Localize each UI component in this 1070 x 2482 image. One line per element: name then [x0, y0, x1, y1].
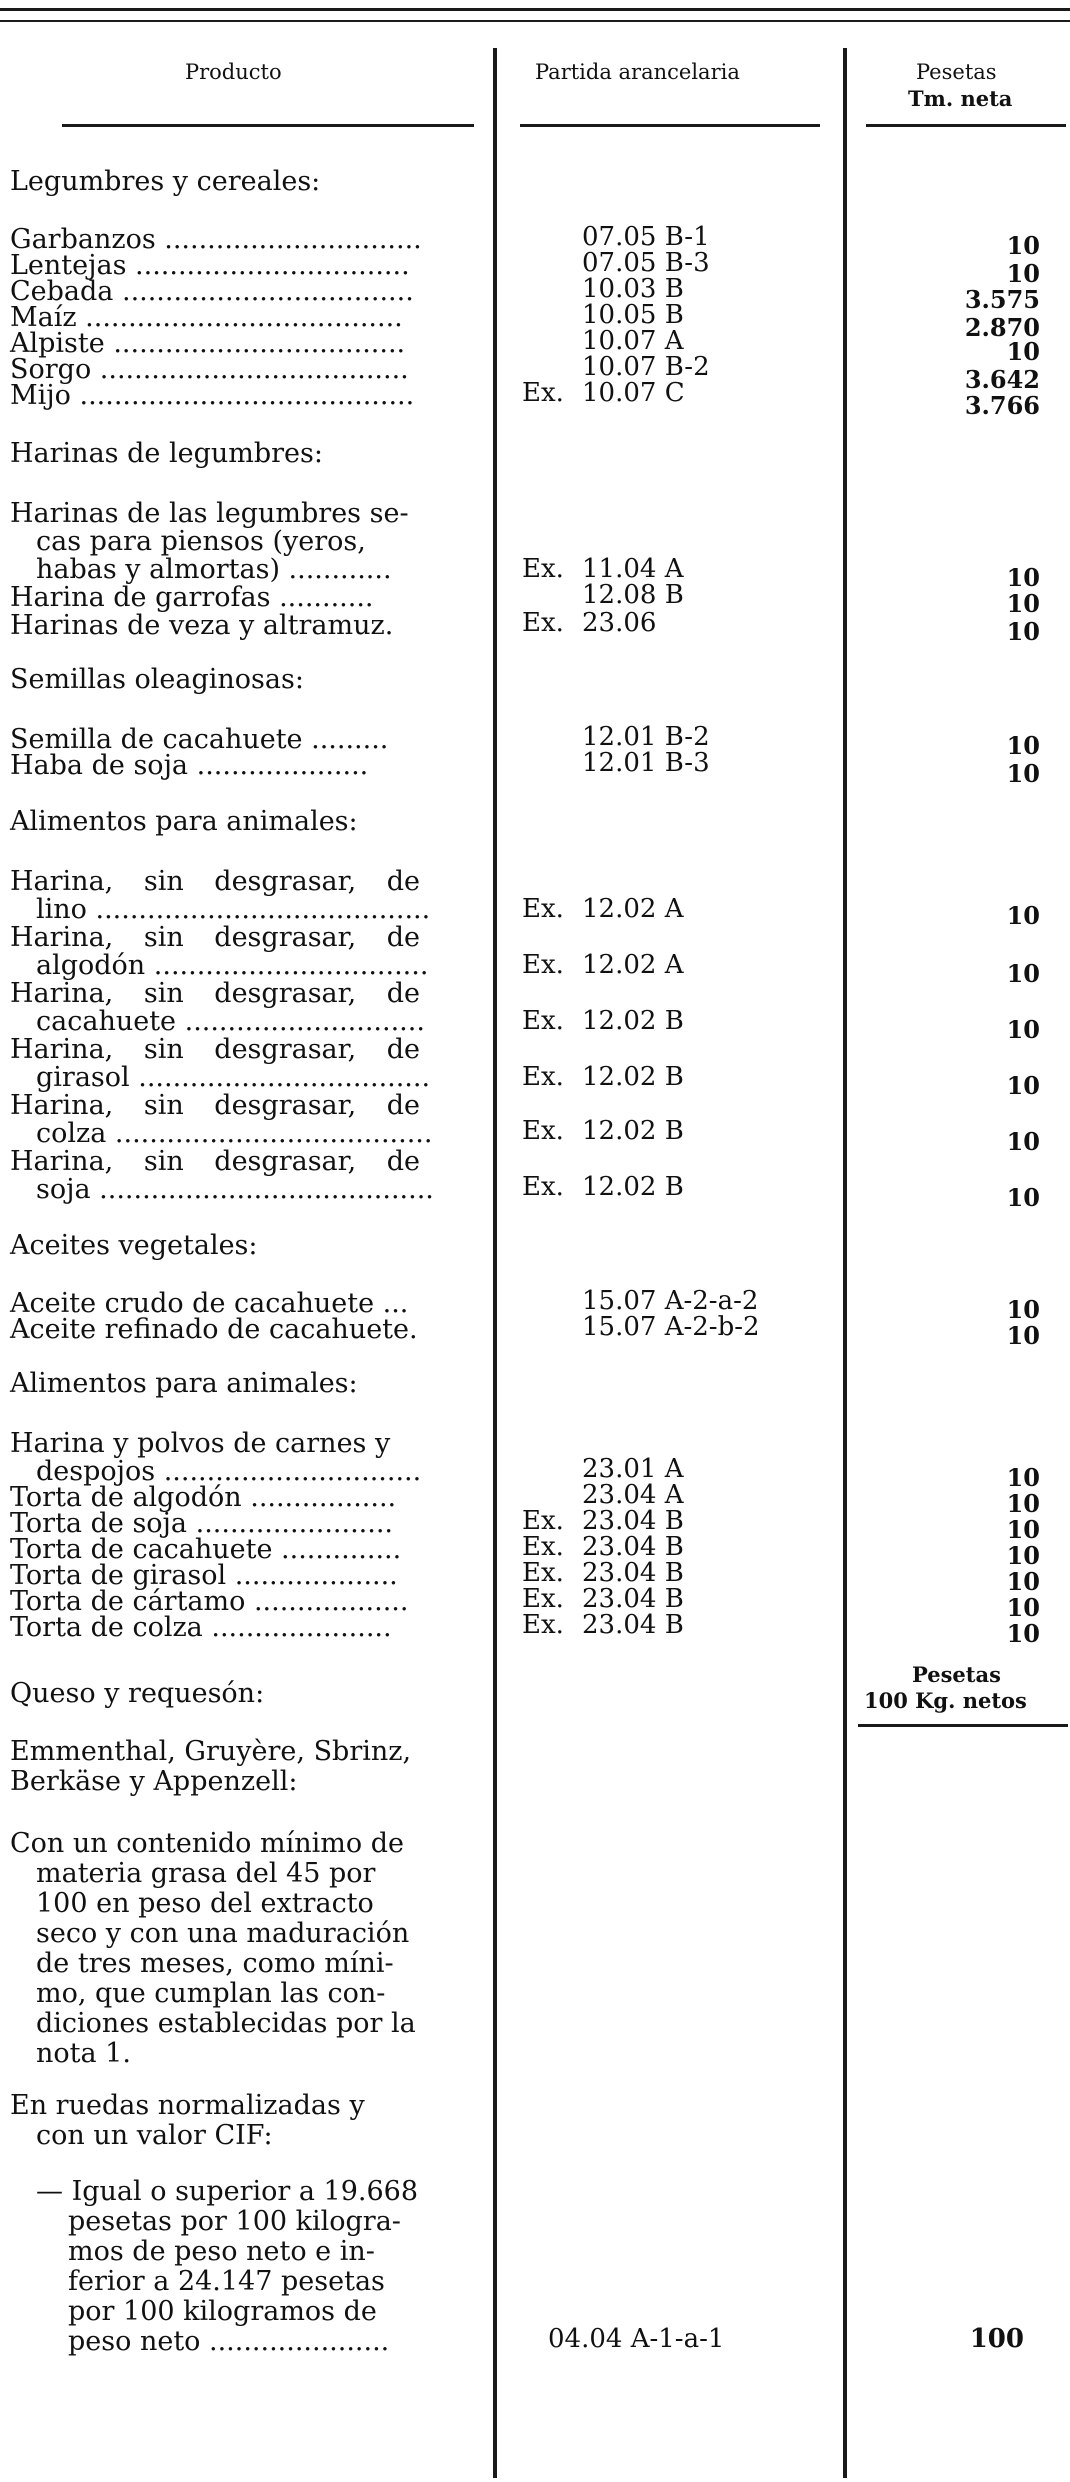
row-cebada-partida: 10.03 B	[582, 274, 684, 304]
row-torta-algodon-valor: 10	[1006, 1489, 1040, 1518]
row-alpiste-valor: 10	[1006, 337, 1040, 366]
row-alpiste-name: Alpiste ..................................	[10, 328, 406, 359]
row-haba-soja-valor: 10	[1006, 759, 1040, 788]
row-veza-name: Harinas de veza y altramuz.	[10, 610, 394, 641]
queso-cond-line3: 100 en peso del extracto	[36, 1888, 374, 1919]
section-semillas-oleaginosas: Semillas oleaginosas:	[10, 664, 304, 695]
row-mijo-name: Mijo .......................................	[10, 380, 415, 411]
row-haba-soja-name: Haba de soja ....................	[10, 750, 369, 781]
row-colza-h-valor: 10	[1006, 1127, 1040, 1156]
row-torta-soja-partida: 23.04 B	[582, 1506, 684, 1536]
row-harinas-leg-valor: 10	[1006, 563, 1040, 592]
row-torta-soja-ex: Ex.	[522, 1506, 564, 1536]
row-veza-valor: 10	[1006, 617, 1040, 646]
row-girasol-h-partida: 12.02 B	[582, 1062, 684, 1092]
row-sorgo-name: Sorgo ....................................	[10, 354, 409, 385]
row-aceite-crudo-valor: 10	[1006, 1295, 1040, 1324]
row-torta-soja-valor: 10	[1006, 1515, 1040, 1544]
header-partida: Partida arancelaria	[535, 60, 740, 84]
top-rule-2	[0, 20, 1070, 22]
row-veza-partida: 23.06	[582, 608, 657, 638]
row-garbanzos-name: Garbanzos ..............................	[10, 224, 422, 255]
row-soja-h-ex: Ex.	[522, 1172, 564, 1202]
row-soja-h-lead: Harina, sin desgrasar, de	[10, 1146, 421, 1177]
row-semilla-cacahuete-name: Semilla de cacahuete .........	[10, 724, 389, 755]
row-torta-girasol-name: Torta de girasol ...................	[10, 1560, 398, 1591]
column-divider-2	[843, 48, 847, 2478]
queso-cond-line6: mo, que cumplan las con-	[36, 1978, 386, 2009]
row-torta-colza-name: Torta de colza .....................	[10, 1612, 392, 1643]
queso-igual-line6: peso neto .....................	[68, 2326, 390, 2357]
queso-emmenthal-line2: Berkäse y Appenzell:	[10, 1766, 298, 1797]
header-unit2-line2: 100 Kg. netos	[864, 1688, 1027, 1713]
row-girasol-h-lead: Harina, sin desgrasar, de	[10, 1034, 421, 1065]
queso-igual-line1: — Igual o superior a 19.668	[36, 2176, 419, 2207]
row-algodon-valor: 10	[1006, 959, 1040, 988]
row-soja-h-partida: 12.02 B	[582, 1172, 684, 1202]
row-lentejas-partida: 07.05 B-3	[582, 248, 710, 278]
header-underline-partida	[520, 124, 820, 127]
row-lino-name: lino .......................................	[36, 894, 431, 925]
section-alimentos-animales-2: Alimentos para animales:	[10, 1368, 358, 1399]
row-torta-cacahuete-partida: 23.04 B	[582, 1532, 684, 1562]
queso-igual-line2: pesetas por 100 kilogra-	[68, 2206, 401, 2237]
row-torta-cartamo-ex: Ex.	[522, 1584, 564, 1614]
row-soja-h-valor: 10	[1006, 1183, 1040, 1212]
row-algodon-lead: Harina, sin desgrasar, de	[10, 922, 421, 953]
row-harinas-leg-ex: Ex.	[522, 554, 564, 584]
section-queso-requeson: Queso y requesón:	[10, 1678, 265, 1709]
queso-cond-line7: diciones establecidas por la	[36, 2008, 416, 2039]
row-soja-h-name: soja .......................................	[36, 1174, 434, 1205]
queso-ruedas-line2: con un valor CIF:	[36, 2120, 273, 2151]
row-torta-cacahuete-valor: 10	[1006, 1541, 1040, 1570]
row-harinas-leg-line2: cas para piensos (yeros,	[36, 526, 366, 557]
column-divider-1	[493, 48, 497, 2478]
row-haba-soja-partida: 12.01 B-3	[582, 748, 710, 778]
row-garrofas-partida: 12.08 B	[582, 580, 684, 610]
row-torta-cartamo-name: Torta de cártamo ..................	[10, 1586, 409, 1617]
queso-cond-line8: nota 1.	[36, 2038, 131, 2069]
row-harinas-leg-partida: 11.04 A	[582, 554, 684, 584]
row-torta-cartamo-partida: 23.04 B	[582, 1584, 684, 1614]
row-lentejas-name: Lentejas ................................	[10, 250, 410, 281]
row-maiz-valor: 2.870	[964, 313, 1040, 342]
row-colza-h-partida: 12.02 B	[582, 1116, 684, 1146]
row-colza-h-name: colza .....................................	[36, 1118, 433, 1149]
row-maiz-name: Maíz .....................................	[10, 302, 403, 333]
row-sorgo-partida: 10.07 B-2	[582, 352, 710, 382]
row-maiz-partida: 10.05 B	[582, 300, 684, 330]
header-unit2-underline	[858, 1724, 1068, 1727]
row-cacahuete-h-lead: Harina, sin desgrasar, de	[10, 978, 421, 1009]
row-cacahuete-h-valor: 10	[1006, 1015, 1040, 1044]
row-cebada-valor: 3.575	[964, 285, 1040, 314]
row-lino-partida: 12.02 A	[582, 894, 684, 924]
row-colza-h-lead: Harina, sin desgrasar, de	[10, 1090, 421, 1121]
row-torta-colza-partida: 23.04 B	[582, 1610, 684, 1640]
row-carnes-valor: 10	[1006, 1463, 1040, 1492]
row-aceite-crudo-name: Aceite crudo de cacahuete ...	[10, 1288, 409, 1319]
row-cacahuete-h-partida: 12.02 B	[582, 1006, 684, 1036]
row-torta-girasol-partida: 23.04 B	[582, 1558, 684, 1588]
row-colza-h-ex: Ex.	[522, 1116, 564, 1146]
row-torta-algodon-partida: 23.04 A	[582, 1480, 684, 1510]
row-girasol-h-name: girasol ..................................	[36, 1062, 431, 1093]
queso-cond-line1: Con un contenido mínimo de	[10, 1828, 404, 1859]
row-torta-girasol-valor: 10	[1006, 1567, 1040, 1596]
row-cebada-name: Cebada ..................................	[10, 276, 414, 307]
section-alimentos-animales-1: Alimentos para animales:	[10, 806, 358, 837]
top-rule-1	[0, 8, 1070, 11]
section-legumbres-cereales: Legumbres y cereales:	[10, 166, 321, 197]
row-cacahuete-h-ex: Ex.	[522, 1006, 564, 1036]
row-girasol-h-valor: 10	[1006, 1071, 1040, 1100]
queso-igual-line4: ferior a 24.147 pesetas	[68, 2266, 385, 2297]
row-torta-cartamo-valor: 10	[1006, 1593, 1040, 1622]
header-underline-unit	[866, 124, 1066, 127]
row-mijo-partida: 10.07 C	[582, 378, 685, 408]
row-harinas-leg-line3: habas y almortas) ............	[36, 554, 392, 585]
row-algodon-ex: Ex.	[522, 950, 564, 980]
row-algodon-name: algodón ................................	[36, 950, 429, 981]
queso-cond-line4: seco y con una maduración	[36, 1918, 410, 1949]
row-cacahuete-h-name: cacahuete ............................	[36, 1006, 425, 1037]
queso-emmenthal-line1: Emmenthal, Gruyère, Sbrinz,	[10, 1736, 412, 1767]
row-carnes-line2: despojos ..............................	[36, 1456, 422, 1487]
header-underline-product	[62, 124, 474, 127]
row-garbanzos-partida: 07.05 B-1	[582, 222, 710, 252]
row-harinas-leg-line1: Harinas de las legumbres se-	[10, 498, 409, 529]
row-lino-ex: Ex.	[522, 894, 564, 924]
queso-cond-line2: materia grasa del 45 por	[36, 1858, 376, 1889]
queso-valor: 100	[969, 2324, 1024, 2354]
section-harinas-legumbres: Harinas de legumbres:	[10, 438, 323, 469]
row-algodon-partida: 12.02 A	[582, 950, 684, 980]
header-unit-line2: Tm. neta	[908, 86, 1013, 111]
row-torta-colza-ex: Ex.	[522, 1610, 564, 1640]
row-carnes-partida: 23.01 A	[582, 1454, 684, 1484]
row-garrofas-name: Harina de garrofas ...........	[10, 582, 374, 613]
row-aceite-refinado-valor: 10	[1006, 1321, 1040, 1350]
row-semilla-cacahuete-valor: 10	[1006, 731, 1040, 760]
row-veza-ex: Ex.	[522, 608, 564, 638]
row-aceite-refinado-partida: 15.07 A-2-b-2	[582, 1312, 760, 1342]
row-garrofas-valor: 10	[1006, 589, 1040, 618]
row-alpiste-partida: 10.07 A	[582, 326, 684, 356]
row-mijo-ex: Ex.	[522, 378, 564, 408]
header-product: Producto	[185, 60, 282, 84]
row-lino-valor: 10	[1006, 901, 1040, 930]
row-mijo-valor: 3.766	[964, 391, 1040, 420]
row-sorgo-valor: 3.642	[964, 365, 1040, 394]
row-garbanzos-valor: 10	[1006, 231, 1040, 260]
row-girasol-h-ex: Ex.	[522, 1062, 564, 1092]
row-aceite-crudo-partida: 15.07 A-2-a-2	[582, 1286, 759, 1316]
row-torta-cacahuete-name: Torta de cacahuete ..............	[10, 1534, 402, 1565]
queso-igual-line3: mos de peso neto e in-	[68, 2236, 375, 2267]
header-unit2-line1: Pesetas	[912, 1662, 1001, 1687]
row-aceite-refinado-name: Aceite refinado de cacahuete.	[10, 1314, 418, 1345]
row-semilla-cacahuete-partida: 12.01 B-2	[582, 722, 710, 752]
row-lentejas-valor: 10	[1006, 259, 1040, 288]
row-torta-colza-valor: 10	[1006, 1619, 1040, 1648]
row-torta-algodon-name: Torta de algodón .................	[10, 1482, 397, 1513]
row-torta-girasol-ex: Ex.	[522, 1558, 564, 1588]
row-torta-soja-name: Torta de soja .......................	[10, 1508, 394, 1539]
queso-igual-line5: por 100 kilogramos de	[68, 2296, 377, 2327]
row-torta-cacahuete-ex: Ex.	[522, 1532, 564, 1562]
header-unit-line1: Pesetas	[916, 60, 997, 84]
row-lino-lead: Harina, sin desgrasar, de	[10, 866, 421, 897]
queso-cond-line5: de tres meses, como míni-	[36, 1948, 394, 1979]
queso-ruedas-line1: En ruedas normalizadas y	[10, 2090, 365, 2121]
section-aceites-vegetales: Aceites vegetales:	[10, 1230, 258, 1261]
row-carnes-line1: Harina y polvos de carnes y	[10, 1428, 391, 1459]
queso-partida: 04.04 A-1-a-1	[548, 2324, 725, 2354]
